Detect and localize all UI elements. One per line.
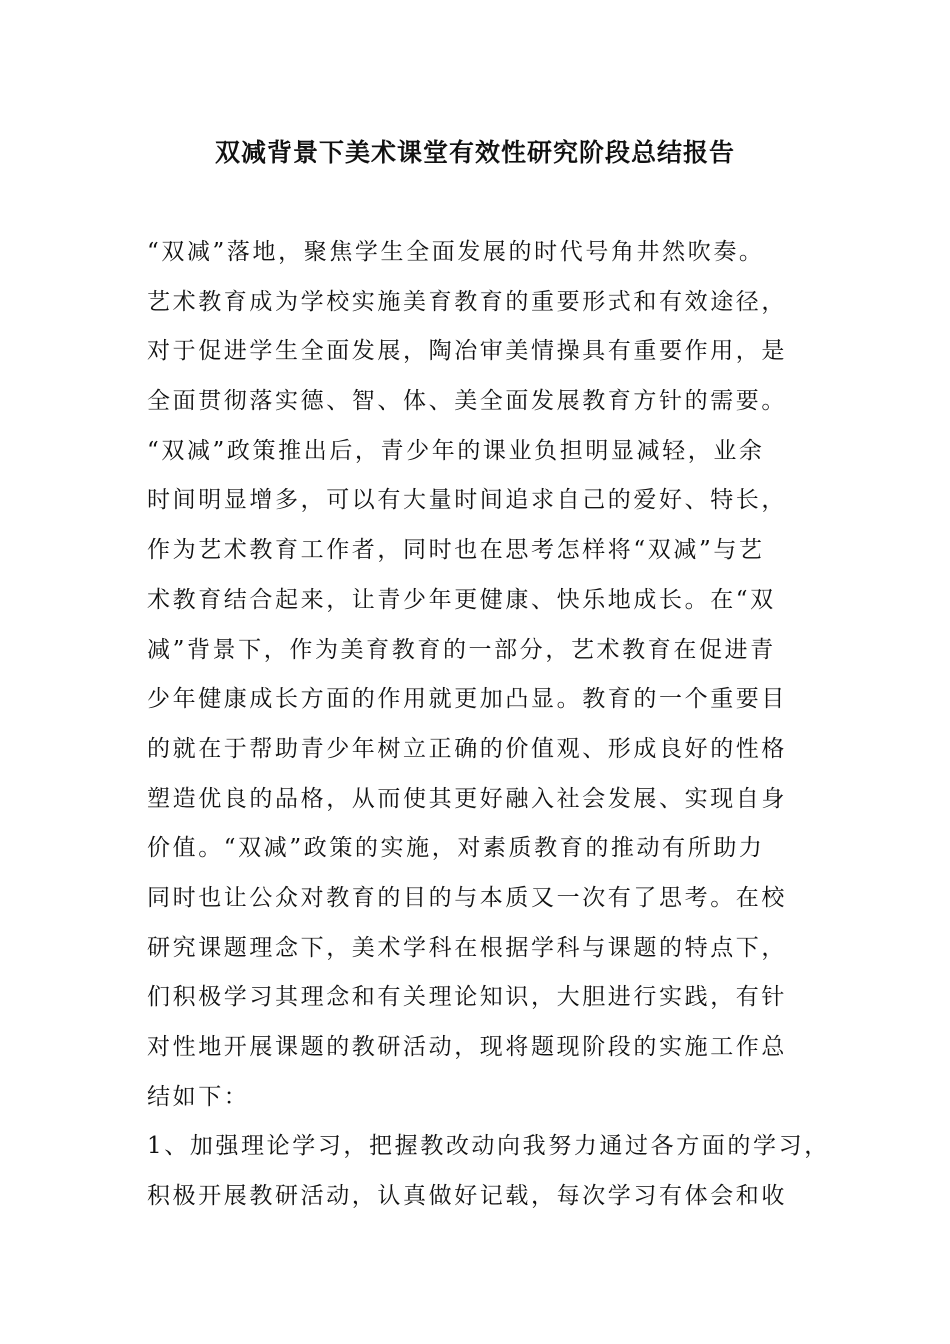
- paragraph-line: 积极开展教研活动，认真做好记载，每次学习有体会和收: [147, 1183, 787, 1210]
- paragraph-line: 艺术教育成为学校实施美育教育的重要形式和有效途径，: [147, 288, 787, 315]
- paragraph-line: 时间明显增多，可以有大量时间追求自己的爱好、特长，: [147, 487, 787, 514]
- paragraph-line: 塑造优良的品格，从而使其更好融入社会发展、实现自身: [147, 785, 787, 812]
- paragraph-line: 对性地开展课题的教研活动，现将题现阶段的实施工作总: [147, 1034, 787, 1060]
- paragraph-line: 减”背景下，作为美育教育的一部分，艺术教育在促进青: [147, 636, 776, 663]
- paragraph-line: 少年健康成长方面的作用就更加凸显。教育的一个重要目: [147, 686, 787, 713]
- paragraph-line: 作为艺术教育工作者，同时也在思考怎样将“双减”与艺: [147, 537, 765, 564]
- paragraph-line: 研究课题理念下，美术学科在根据学科与课题的特点下，: [147, 934, 787, 961]
- paragraph-line: 价值。“双减”政策的实施，对素质教育的推动有所助力: [147, 835, 765, 862]
- document-title: 双减背景下美术课堂有效性研究阶段总结报告: [214, 138, 735, 167]
- paragraph-line: 1、加强理论学习，把握教改动向我努力通过各方面的学习，: [147, 1133, 830, 1160]
- paragraph-line: 的就在于帮助青少年树立正确的价值观、形成良好的性格: [147, 735, 787, 762]
- document-body: [147, 228, 847, 1222]
- paragraph-line: 全面贯彻落实德、智、体、美全面发展教育方针的需要。: [147, 388, 787, 415]
- paragraph-line: 们积极学习其理念和有关理论知识，大胆进行实践，有针: [147, 984, 787, 1011]
- paragraph-line: “双减”政策推出后，青少年的课业负担明显减轻，业余: [147, 437, 765, 464]
- paragraph-line: 结如下：: [147, 1083, 250, 1110]
- paragraph-line: “双减”落地，聚焦学生全面发展的时代号角井然吹奏。: [147, 239, 765, 265]
- paragraph-line: 同时也让公众对教育的目的与本质又一次有了思考。在校: [147, 884, 787, 911]
- paragraph-line: 对于促进学生全面发展，陶冶审美情操具有重要作用，是: [147, 338, 787, 365]
- paragraph-line: 术教育结合起来，让青少年更健康、快乐地成长。在“双: [147, 586, 776, 613]
